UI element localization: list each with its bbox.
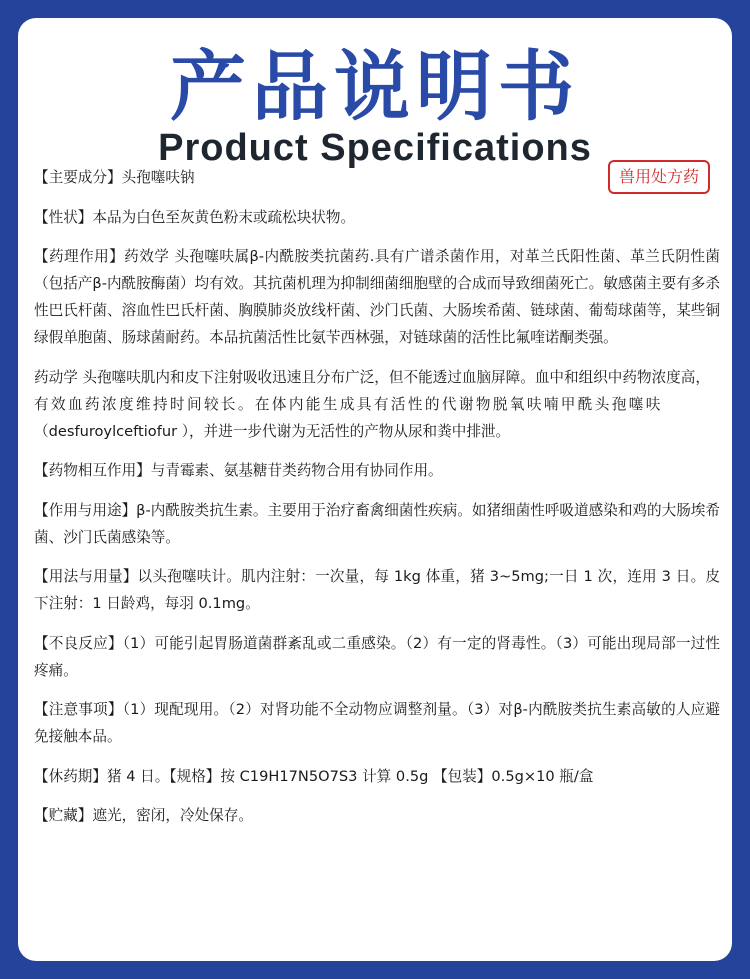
prescription-badge: 兽用处方药 [608, 160, 710, 194]
pharmacokinetics-block [34, 364, 720, 445]
page-title: 产品说明书 [170, 42, 580, 131]
page-subtitle: Product Specifications [158, 127, 592, 169]
pharmacokinetics-line-3: （desfuroylceftiofur ），并进一步代谢为无活性的产物从尿和粪中排泄。 [34, 422, 511, 440]
appearance-text: 【性状】本品为白色至灰黄色粉末或疏松块状物。 [34, 208, 356, 226]
adverse-reaction-text: 【不良反应】（1）可能引起胃肠道菌群紊乱或二重感染。（2）有一定的肾毒性。（3）可能出现局部一过性疼痛。 [34, 634, 720, 679]
precautions-text: 【注意事项】（1）现配现用。（2）对肾功能不全动物应调整剂量。（3）对β-内酰胺类抗生素高敏的人应避免接触本品。 [34, 701, 720, 745]
pharmacokinetics-line-2: 有效血药浓度维持时间较长。在体内能生成具有活性的代谢物脱氧呋喃甲酰头孢噻呋 [34, 395, 663, 413]
pharmacokinetics-line-1: 药动学 头孢噻呋肌内和皮下注射吸收迅速且分布广泛，但不能透过血脑屏障。血中和组织中药物浓度高， [34, 368, 710, 386]
dosage-text: 【用法与用量】以头孢噻呋计。肌内注射：一次量，每 1kg 体重，猪 3~5mg;一日 1 次，连用 3 日。皮下注射：1 日龄鸡，每羽 0.1mg。 [34, 568, 720, 612]
pharmacology-text: 【药理作用】药效学 头孢噻呋属β-内酰胺类抗菌药.具有广谱杀菌作用，对革兰氏阳性菌、革兰氏阴性菌（包括产β-内酰胺酶菌）均有效。其抗菌机理为抑制细菌细胞壁的合成而导致细菌死亡。敏感菌主要有多杀性巴氏杆菌、溶血性巴氏杆菌、胸膜肺炎放线杆菌、沙门氏菌、大肠埃希菌、链球菌、葡萄球菌等，某些铜绿假单胞菌、肠球菌耐药。本品抗菌活性比氨苄西林强，对链球菌的活性比氟喹诺酮类强。 [34, 248, 720, 346]
storage-text: 【贮藏】遮光，密闭，冷处保存。 [34, 807, 253, 824]
withdrawal-spec-package-text: 【休药期】猪 4 日。【规格】按 C19H17N5O7S3 计算 0.5g 【包装】0.5g×10 瓶/盒 [34, 767, 594, 785]
indication-text: 【作用与用途】β-内酰胺类抗生素。主要用于治疗畜禽细菌性疾病。如猪细菌性呼吸道感染和鸡的大肠埃希菌、沙门氏菌感染等。 [34, 501, 720, 546]
spec-content [34, 164, 720, 842]
ingredient-text: 【主要成分】头孢噻呋钠 [34, 169, 195, 186]
spec-card [18, 18, 732, 961]
interaction-text: 【药物相互作用】与青霉素、氨基糖苷类药物合用有协同作用。 [34, 462, 443, 479]
